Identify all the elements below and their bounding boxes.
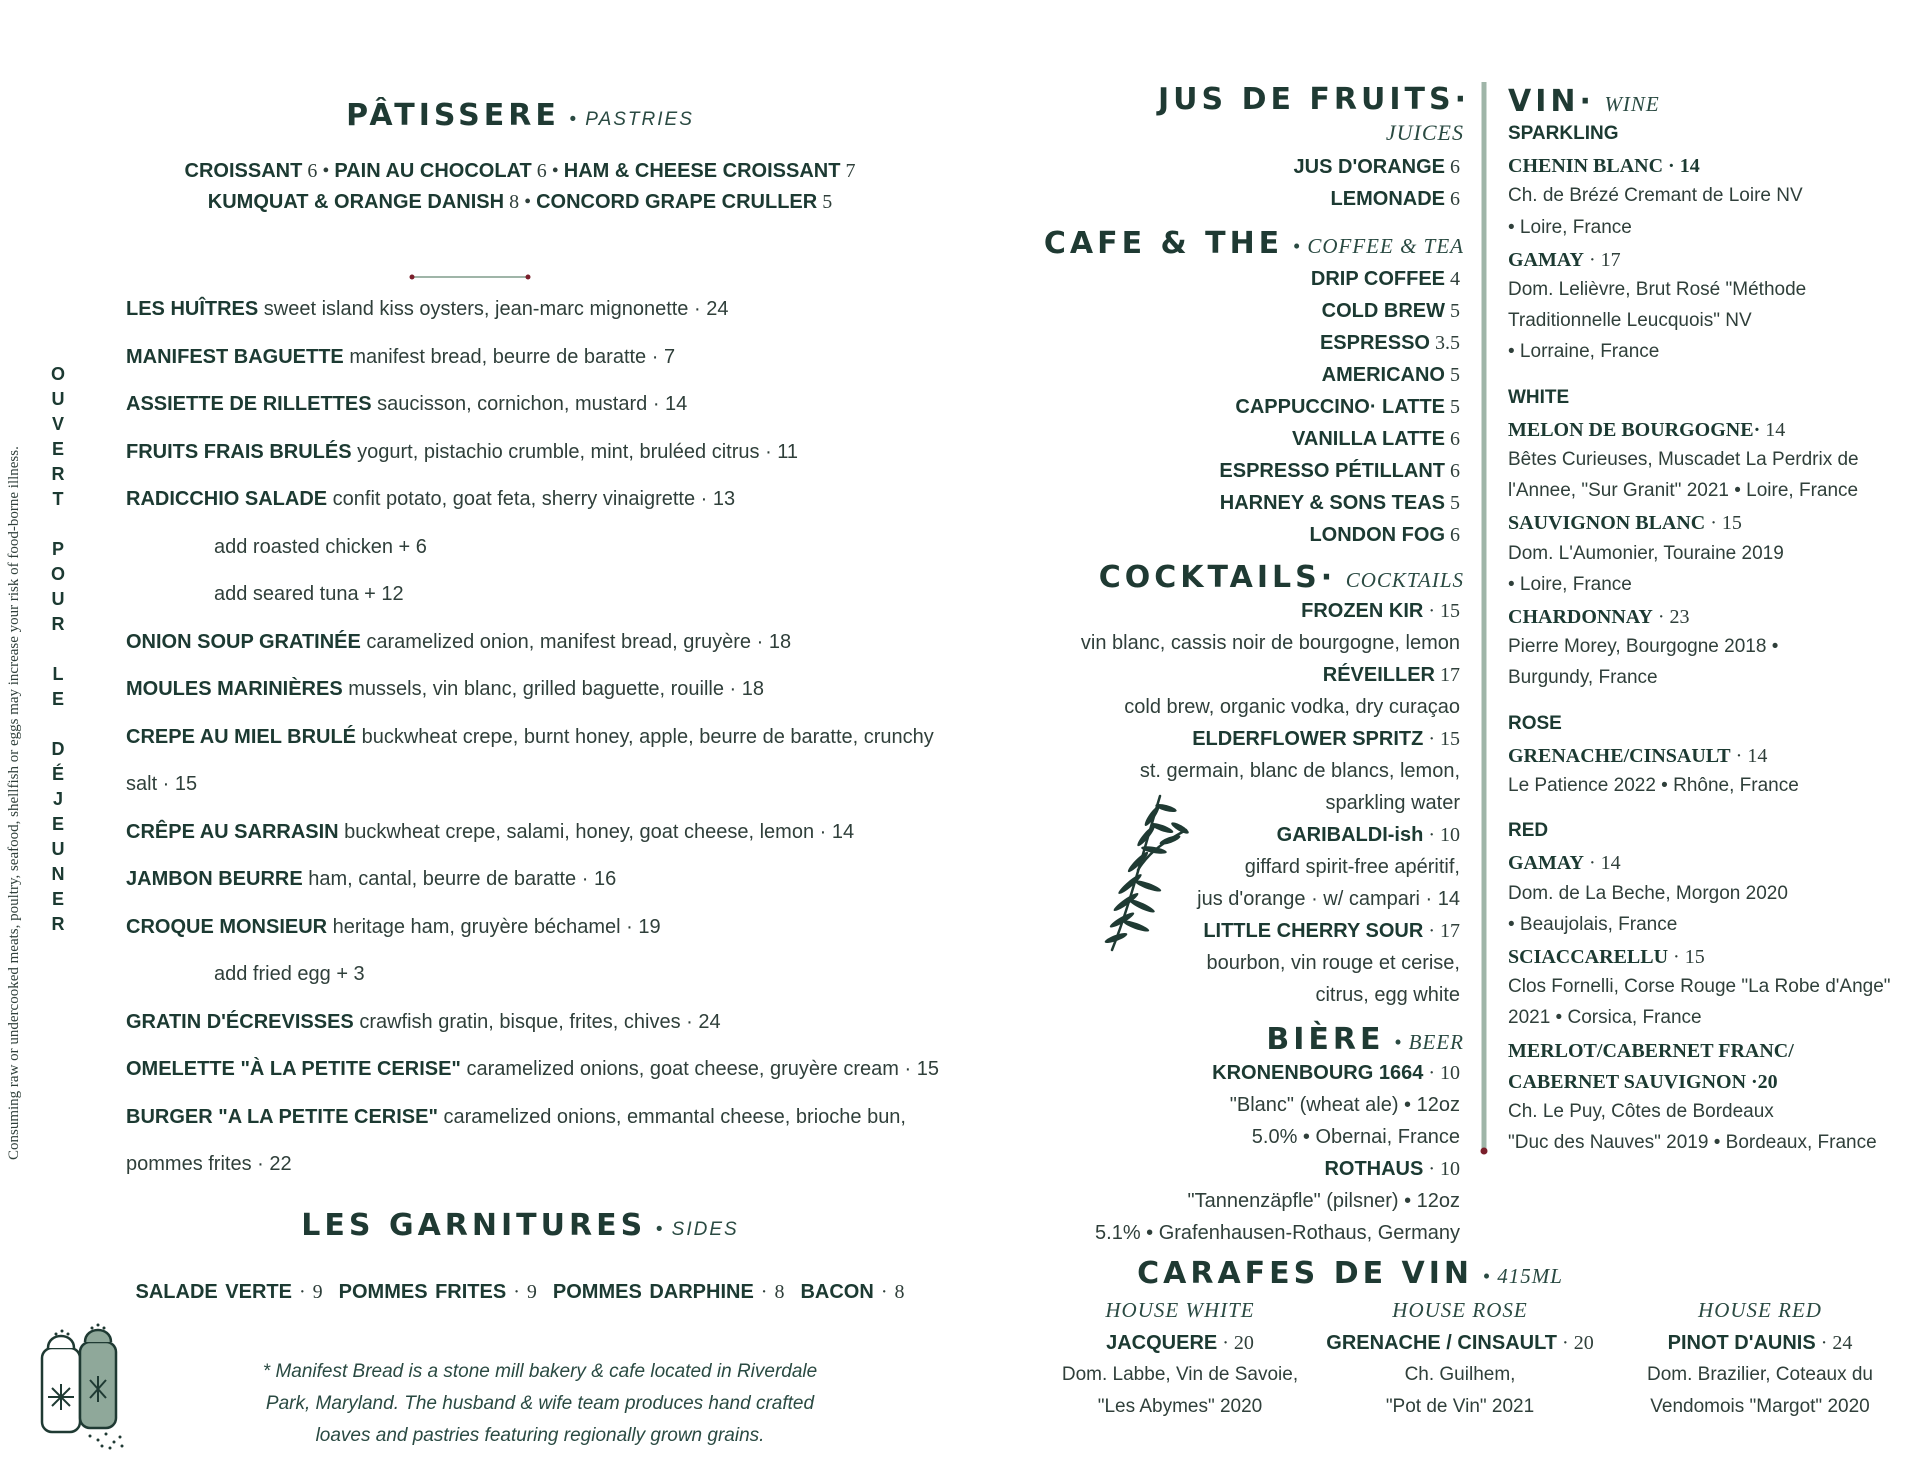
drink-price: · 10 — [1423, 1158, 1460, 1180]
carafe-column — [1610, 1294, 1910, 1423]
drink-name: DRIP COFFEE — [1310, 268, 1445, 290]
pastries-row-2 — [120, 186, 920, 217]
carafe-name: GRENACHE / CINSAULT — [1326, 1332, 1558, 1354]
menu-item — [214, 579, 404, 608]
drink-desc — [1000, 692, 1460, 721]
wine-desc: Dom. de La Beche, Morgon 2020 — [1508, 882, 1788, 904]
coffee-heading — [960, 226, 1464, 261]
drink-name: HARNEY & SONS TEAS — [1219, 492, 1445, 514]
carafe-desc: "Les Abymes" 2020 — [1097, 1396, 1263, 1417]
menu-item-name: ASSIETTE DE RILLETTES — [126, 393, 372, 415]
carafe-column — [1310, 1294, 1610, 1423]
wine-desc: • Beaujolais, France — [1508, 913, 1678, 935]
side-name: POMMES DARPHINE — [552, 1281, 754, 1303]
wine-desc: "Duc des Nauves" 2019 • Bordeaux, France — [1508, 1132, 1877, 1154]
drink-price: 5 — [1445, 492, 1460, 514]
drink-name: FROZEN KIR — [1301, 600, 1424, 622]
wine-desc: Ch. de Brézé Cremant de Loire NV — [1508, 185, 1803, 207]
menu-item — [126, 294, 728, 323]
carafe-desc: Ch. Guilhem, — [1404, 1364, 1516, 1385]
carafes-heading — [1030, 1256, 1670, 1291]
drink-desc — [1000, 852, 1460, 881]
wine-category: RED — [1508, 820, 1549, 842]
wine-desc: • Loire, France — [1508, 573, 1632, 595]
drink-description: st. germain, blanc de blancs, lemon, — [1139, 760, 1460, 782]
menu-item — [126, 722, 934, 751]
menu-item-desc: crawfish gratin, bisque, frites, chives · 24 — [353, 1010, 721, 1033]
menu-item — [126, 627, 791, 656]
wine-desc: Dom. L'Aumonier, Touraine 2019 — [1508, 542, 1784, 564]
pastries-title: PÂTISSERE — [346, 98, 560, 133]
drink-name: GARIBALDI-ish — [1276, 824, 1424, 846]
pastry-price: 6 — [302, 160, 318, 182]
cocktails-title: COCKTAILS· — [1098, 560, 1337, 595]
wine-price: · 14 — [1730, 744, 1768, 767]
drink-desc — [1000, 756, 1460, 785]
drink-price: 5 — [1445, 364, 1460, 386]
drink-desc — [1000, 884, 1460, 913]
drink-item — [1000, 820, 1460, 849]
drink-description: jus d'orange · w/ campari · 14 — [1197, 888, 1460, 910]
drink-name: ROTHAUS — [1324, 1158, 1424, 1180]
pastry-name: HAM & CHEESE CROISSANT — [563, 160, 841, 182]
carafe-desc: "Pot de Vin" 2021 — [1385, 1396, 1535, 1417]
side-name: SALADE VERTE — [135, 1281, 292, 1303]
vertical-title-letter: U — [51, 389, 65, 409]
vertical-title-letter: L — [52, 664, 64, 684]
menu-item-name: ONION SOUP GRATINÉE — [126, 630, 361, 653]
footnote — [160, 1356, 920, 1452]
wine-name: CHENIN BLANC · 14 — [1508, 155, 1700, 178]
drink-price: 6 — [1445, 188, 1460, 210]
menu-item — [126, 1149, 292, 1178]
wine-category: ROSE — [1508, 712, 1562, 734]
drink-desc — [1000, 628, 1460, 657]
wine-price: · 23 — [1652, 606, 1690, 628]
vertical-title-letter: É — [51, 764, 64, 784]
drink-price: · 17 — [1423, 920, 1460, 942]
pastry-name: CONCORD GRAPE CRULLER — [536, 191, 818, 213]
menu-item — [126, 674, 764, 703]
drink-name: ESPRESSO — [1319, 332, 1430, 354]
pastry-separator: • — [519, 191, 537, 213]
juices-title: JUS DE FRUITS· — [1158, 82, 1470, 117]
column-rule — [1478, 82, 1492, 1158]
wine-item — [1508, 415, 1785, 444]
vertical-title-letter: O — [50, 564, 65, 584]
drink-name: RÉVEILLER — [1322, 664, 1435, 686]
cocktails-heading — [1000, 560, 1464, 595]
menu-item — [126, 389, 687, 418]
vertical-title-letter: E — [51, 689, 64, 709]
drink-item — [1000, 596, 1460, 625]
carafe-item — [1610, 1326, 1910, 1359]
menu-item-name: MANIFEST BAGUETTE — [126, 345, 344, 368]
menu-item-name: RADICCHIO SALADE — [126, 488, 328, 510]
wine-item — [1508, 942, 1705, 971]
drink-item — [1000, 456, 1460, 485]
vertical-title-letter: U — [51, 589, 65, 609]
vertical-title-gap — [48, 637, 68, 662]
drink-name: LEMONADE — [1330, 188, 1445, 210]
menu-item-name: GRATIN D'ÉCREVISSES — [126, 1010, 354, 1033]
side-price: · 9 — [291, 1281, 323, 1303]
vertical-title — [48, 362, 68, 937]
drink-item — [1000, 296, 1460, 325]
wine-desc: • Loire, France — [1508, 216, 1632, 238]
disclaimer-text: Consuming raw or undercooked meats, poultry, seafood, shellfish or eggs may increase your risk of food-borne illness. — [6, 446, 22, 1160]
carafe-desc: Dom. Labbe, Vin de Savoie, — [1061, 1364, 1299, 1385]
carafe-item — [1030, 1326, 1330, 1359]
carafe-heading: HOUSE ROSE — [1392, 1298, 1528, 1322]
menu-item-name: LES HUÎTRES — [126, 298, 259, 320]
wine-desc: l'Annee, "Sur Granit" 2021 • Loire, France — [1508, 480, 1859, 502]
drink-description: citrus, egg white — [1315, 984, 1460, 1006]
drink-price: 6 — [1445, 524, 1460, 546]
wine-name: CABERNET SAUVIGNON ·20 — [1508, 1070, 1778, 1093]
drink-price: 6 — [1445, 428, 1460, 450]
wine-item — [1508, 848, 1621, 877]
carafes-title: CARAFES DE VIN — [1137, 1256, 1474, 1291]
menu-item-desc: mussels, vin blanc, grilled baguette, rouille · 18 — [342, 678, 765, 700]
menu-item — [126, 864, 616, 893]
wine-desc: Le Patience 2022 • Rhône, France — [1508, 775, 1799, 796]
drink-price: 6 — [1445, 156, 1460, 178]
carafe-heading: HOUSE RED — [1698, 1298, 1822, 1322]
drink-item — [1000, 360, 1460, 389]
carafe-name: JACQUERE — [1106, 1332, 1218, 1354]
salt-pepper-illustration — [30, 1318, 134, 1450]
drink-name: COLD BREW — [1321, 300, 1445, 322]
drink-price: 6 — [1445, 460, 1460, 482]
menu-item-addon: add seared tuna + 12 — [214, 583, 404, 605]
carafe-price: · 24 — [1815, 1332, 1853, 1354]
carafe-price: · 20 — [1557, 1332, 1594, 1354]
pastry-separator: • — [546, 160, 564, 182]
drink-item — [1000, 916, 1460, 945]
wine-price: 14 — [1760, 418, 1786, 441]
vertical-title-gap — [48, 712, 68, 737]
menu-item-desc: ham, cantal, beurre de baratte · 16 — [302, 868, 617, 890]
side-name: BACON — [800, 1281, 874, 1303]
wine-name: GAMAY — [1508, 852, 1584, 875]
vertical-title-letter: O — [50, 364, 65, 384]
wine-item — [1508, 1067, 1778, 1096]
wine-desc: Pierre Morey, Bourgogne 2018 • — [1508, 636, 1779, 658]
sides-heading — [120, 1208, 920, 1243]
pastry-price: 7 — [840, 160, 856, 182]
drink-name: ELDERFLOWER SPRITZ — [1192, 728, 1424, 750]
menu-item-desc: yogurt, pistachio crumble, mint, bruléed citrus · 11 — [351, 440, 799, 463]
vertical-title-letter: N — [51, 864, 65, 884]
carafe-column — [1030, 1294, 1330, 1423]
footnote-line: * Manifest Bread is a stone mill bakery & cafe located in Riverdale — [262, 1361, 818, 1382]
carafes-subtitle: • 415ML — [1482, 1264, 1563, 1288]
drink-name: JUS D'ORANGE — [1293, 156, 1445, 178]
sides-subtitle: • SIDES — [655, 1219, 739, 1240]
pastry-separator: • — [317, 160, 335, 182]
pastry-name: PAIN AU CHOCOLAT — [334, 160, 532, 182]
menu-item-name: FRUITS FRAIS BRULÉS — [126, 440, 352, 463]
wine-desc: Dom. Lelièvre, Brut Rosé "Méthode — [1508, 279, 1807, 300]
drink-item — [1000, 660, 1460, 689]
menu-item — [126, 484, 735, 513]
wine-title: VIN· — [1508, 84, 1595, 119]
pastry-price: 8 — [504, 191, 520, 213]
drink-price: 17 — [1435, 664, 1460, 686]
menu-item — [126, 437, 798, 466]
drink-item — [1000, 520, 1460, 549]
drink-price: 5 — [1445, 396, 1460, 418]
vertical-title-letter: V — [51, 414, 64, 434]
drink-desc — [1000, 980, 1460, 1009]
menu-item — [126, 1007, 721, 1036]
menu-item-desc: saucisson, cornichon, mustard · 14 — [371, 393, 688, 415]
drink-description: cold brew, organic vodka, dry curaçao — [1124, 696, 1460, 718]
side-price: · 8 — [753, 1281, 785, 1303]
drink-name: ESPRESSO PÉTILLANT — [1219, 460, 1445, 482]
wine-item — [1508, 741, 1767, 770]
menu-item-name: CROQUE MONSIEUR — [126, 915, 328, 938]
rosemary-illustration — [1098, 790, 1194, 956]
wine-name: SCIACCARELLU — [1508, 946, 1669, 968]
wine-item — [1508, 151, 1700, 180]
wine-heading — [1508, 84, 1908, 119]
drink-description: "Tannenzäpfle" (pilsner) • 12oz — [1187, 1190, 1460, 1212]
menu-item-name: MOULES MARINIÈRES — [126, 678, 343, 700]
coffee-subtitle: • COFFEE & TEA — [1292, 234, 1464, 258]
pastries-row-1 — [120, 155, 920, 186]
drink-price: · 10 — [1423, 1062, 1460, 1084]
wine-category: WHITE — [1508, 386, 1570, 408]
sides-row — [120, 1276, 920, 1307]
wine-desc: 2021 • Corsica, France — [1508, 1007, 1702, 1029]
menu-item-name: CREPE AU MIEL BRULÉ — [126, 725, 357, 748]
menu-item — [126, 817, 854, 846]
vertical-title-letter: R — [51, 464, 65, 484]
drink-name: LONDON FOG — [1309, 524, 1445, 546]
menu-item — [126, 769, 197, 798]
drink-item — [1000, 724, 1460, 753]
vertical-title-letter: R — [51, 914, 65, 934]
drink-item — [1000, 424, 1460, 453]
vertical-title-letter: E — [51, 814, 64, 834]
wine-category: SPARKLING — [1508, 123, 1619, 144]
coffee-title: CAFE & THE — [1043, 226, 1284, 261]
menu-item-desc: caramelized onions, emmantal cheese, brioche bun, — [437, 1105, 906, 1128]
vertical-title-letter: E — [51, 889, 64, 909]
drink-price: 5 — [1445, 300, 1460, 322]
menu-item — [126, 912, 661, 941]
drink-name: KRONENBOURG 1664 — [1212, 1062, 1424, 1084]
pastry-name: CROISSANT — [184, 160, 303, 182]
menu-item-name: BURGER "A LA PETITE CERISE" — [126, 1105, 438, 1128]
menu-item-desc: manifest bread, beurre de baratte · 7 — [343, 345, 676, 368]
drink-item — [1000, 488, 1460, 517]
drink-price: · 15 — [1423, 728, 1460, 750]
menu-item-desc: buckwheat crepe, burnt honey, apple, beurre de baratte, crunchy — [356, 725, 934, 748]
juices-subtitle: JUICES — [1385, 120, 1464, 145]
menu-item — [126, 342, 675, 371]
menu-item-desc: caramelized onions, goat cheese, gruyère cream · 15 — [460, 1058, 939, 1080]
cocktails-subtitle: COCKTAILS — [1345, 568, 1464, 592]
menu-item-name: CRÊPE AU SARRASIN — [126, 820, 339, 843]
wine-price: · 15 — [1668, 946, 1705, 968]
menu-item-desc: heritage ham, gruyère béchamel · 19 — [327, 915, 661, 938]
drink-item — [1000, 328, 1460, 357]
wine-price: · 15 — [1705, 512, 1742, 535]
wine-item — [1508, 508, 1742, 537]
wine-name: CHARDONNAY — [1508, 606, 1653, 628]
vertical-title-letter: D — [51, 739, 65, 759]
side-price: · 8 — [873, 1281, 905, 1303]
wine-name: MERLOT/CABERNET FRANC/ — [1508, 1039, 1794, 1062]
drink-price: · 10 — [1423, 824, 1460, 846]
pastries-heading — [120, 98, 920, 133]
drink-name: LITTLE CHERRY SOUR — [1203, 920, 1424, 942]
wine-price: · 14 — [1583, 852, 1621, 875]
menu-item-addon: add roasted chicken + 6 — [214, 535, 427, 558]
menu-item-desc-cont: pommes frites · 22 — [126, 1153, 292, 1175]
drink-description: giffard spirit-free apéritif, — [1244, 856, 1460, 878]
drink-item — [1000, 264, 1460, 293]
menu-item-addon: add fried egg + 3 — [214, 963, 365, 985]
menu-item-desc-cont: salt · 15 — [126, 773, 198, 795]
vertical-title-gap — [48, 512, 68, 537]
drink-description: vin blanc, cassis noir de bourgogne, lemon — [1080, 632, 1460, 654]
wine-name: GAMAY — [1508, 248, 1584, 271]
menu-item-name: OMELETTE "À LA PETITE CERISE" — [126, 1058, 461, 1080]
pastry-name: KUMQUAT & ORANGE DANISH — [207, 191, 505, 213]
pastries-subtitle: • PASTRIES — [569, 109, 694, 130]
carafe-desc: Vendomois "Margot" 2020 — [1650, 1396, 1870, 1417]
drink-desc — [1000, 1090, 1460, 1119]
wine-desc: Bêtes Curieuses, Muscadet La Perdrix de — [1508, 449, 1859, 470]
drink-desc — [1000, 1122, 1460, 1151]
drink-item — [1000, 1058, 1460, 1087]
pastry-price: 5 — [817, 191, 833, 213]
footnote-line: loaves and pastries featuring regionally grown grains. — [315, 1425, 765, 1446]
wine-item — [1508, 245, 1621, 274]
menu-item-desc: sweet island kiss oysters, jean-marc mignonette · 24 — [258, 298, 729, 320]
menu-item — [214, 532, 427, 561]
carafe-item — [1310, 1326, 1610, 1359]
drink-item — [1000, 152, 1460, 181]
drink-description: 5.0% • Obernai, France — [1251, 1126, 1460, 1148]
drink-name: CAPPUCCINO· LATTE — [1235, 396, 1445, 418]
menu-item — [126, 1102, 906, 1131]
wine-desc: Ch. Le Puy, Côtes de Bordeaux — [1508, 1101, 1774, 1122]
menu-item-desc: buckwheat crepe, salami, honey, goat cheese, lemon · 14 — [338, 820, 855, 843]
drink-item — [1000, 1154, 1460, 1183]
wine-name: MELON DE BOURGOGNE· — [1508, 418, 1761, 441]
vertical-title-letter: J — [52, 789, 63, 809]
wine-item — [1508, 602, 1690, 631]
vertical-title-letter: T — [52, 489, 64, 509]
wine-name: GRENACHE/CINSAULT — [1508, 744, 1731, 767]
menu-item — [126, 1054, 939, 1083]
sides-title: LES GARNITURES — [301, 1208, 647, 1243]
vertical-title-letter: E — [51, 439, 64, 459]
drink-price: · 15 — [1423, 600, 1460, 622]
beer-subtitle: • BEER — [1394, 1030, 1464, 1054]
wine-desc: • Lorraine, France — [1508, 341, 1660, 363]
wine-desc: Burgundy, France — [1508, 667, 1658, 689]
drink-price: 3.5 — [1430, 332, 1460, 354]
vertical-title-letter: P — [51, 539, 64, 559]
wine-item — [1508, 1036, 1794, 1065]
divider-ornament — [408, 272, 532, 282]
carafe-heading: HOUSE WHITE — [1105, 1298, 1255, 1322]
drink-description: 5.1% • Grafenhausen-Rothaus, Germany — [1095, 1222, 1460, 1244]
drink-desc — [1000, 788, 1460, 817]
drink-desc — [1000, 1218, 1460, 1247]
wine-desc: Traditionnelle Leucquois" NV — [1508, 310, 1752, 332]
menu-item-desc: caramelized onion, manifest bread, gruyère · 18 — [360, 630, 792, 653]
footnote-line: Park, Maryland. The husband & wife team produces hand crafted — [265, 1393, 815, 1414]
drink-item — [1000, 184, 1460, 213]
wine-name: SAUVIGNON BLANC — [1508, 512, 1706, 535]
menu-item-desc: confit potato, goat feta, sherry vinaigrette · 13 — [327, 488, 736, 510]
side-name: POMMES FRITES — [338, 1281, 507, 1303]
drink-item — [1000, 392, 1460, 421]
carafe-name: PINOT D'AUNIS — [1667, 1332, 1816, 1354]
wine-price: · 17 — [1583, 248, 1621, 271]
drink-desc — [1000, 1186, 1460, 1215]
vertical-title-letter: U — [51, 839, 65, 859]
drink-name: VANILLA LATTE — [1292, 428, 1445, 450]
side-price: · 9 — [506, 1281, 537, 1303]
menu-item-name: JAMBON BEURRE — [126, 868, 303, 890]
drink-name: AMERICANO — [1321, 364, 1445, 386]
vertical-title-letter: R — [51, 614, 65, 634]
pastry-price: 6 — [531, 160, 547, 182]
drink-description: sparkling water — [1325, 792, 1460, 814]
drink-price: 4 — [1445, 268, 1460, 290]
drink-desc — [1000, 948, 1460, 977]
beer-heading — [1100, 1022, 1464, 1057]
beer-title: BIÈRE — [1266, 1022, 1385, 1057]
drink-description: "Blanc" (wheat ale) • 12oz — [1229, 1094, 1460, 1116]
menu-item — [214, 959, 365, 988]
wine-subtitle: WINE — [1604, 92, 1660, 116]
carafe-price: · 20 — [1217, 1332, 1254, 1354]
carafe-desc: Dom. Brazilier, Coteaux du — [1647, 1364, 1873, 1385]
wine-desc: Clos Fornelli, Corse Rouge "La Robe d'Ange" — [1508, 976, 1891, 998]
drink-description: bourbon, vin rouge et cerise, — [1206, 952, 1460, 974]
